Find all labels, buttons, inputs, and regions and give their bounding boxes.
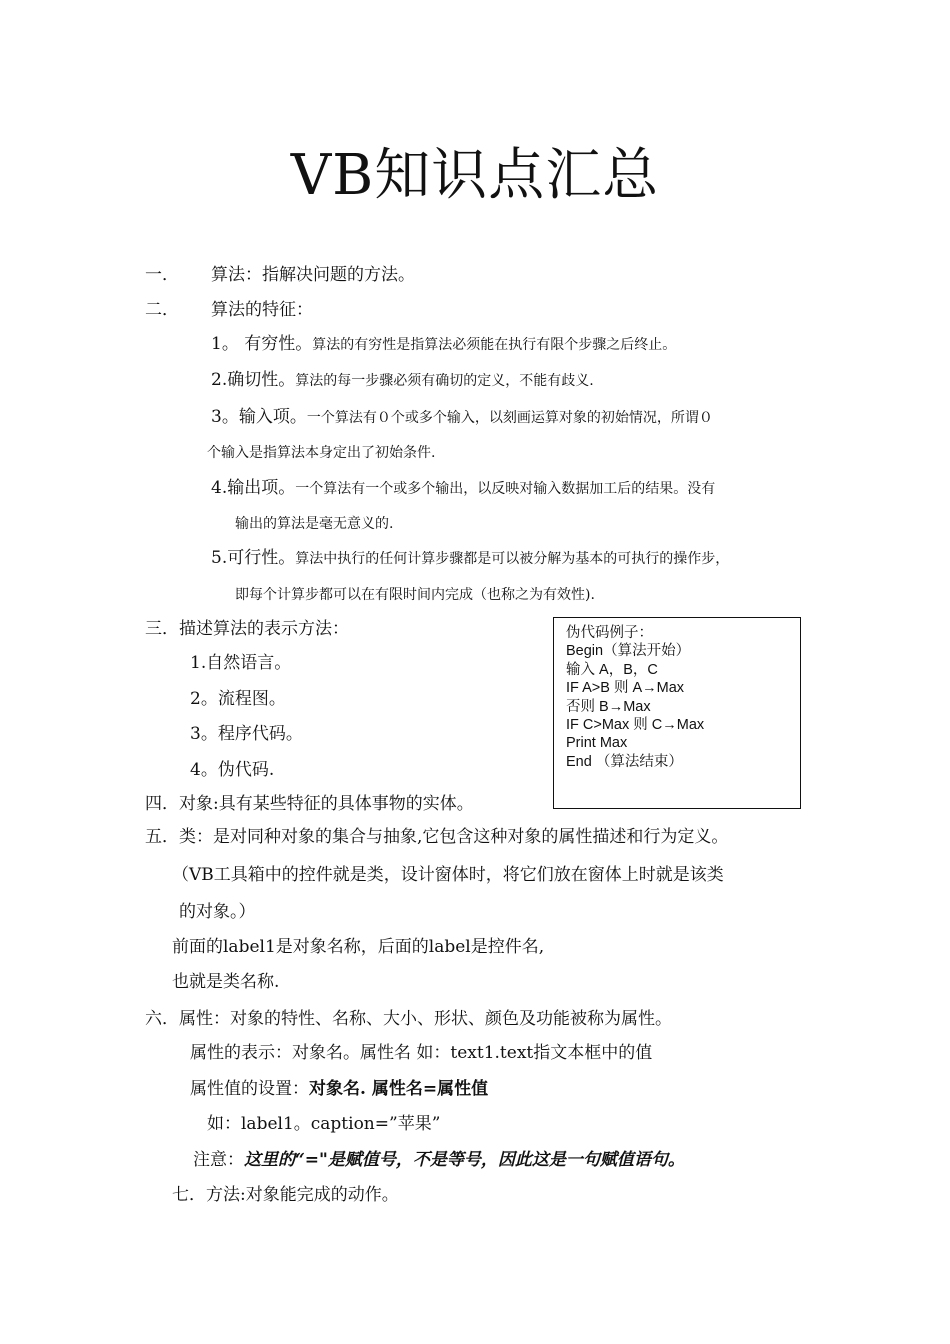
feature-desc-cont: 个输入是指算法本身定出了初始条件. — [207, 445, 436, 461]
paragraph: 的对象。） — [179, 902, 256, 922]
feature-desc: 一个算法有０个或多个输入，以刻画运算对象的初始情况，所谓０ — [306, 410, 713, 426]
pseudocode-line: IF C>Max 则 C→Max — [566, 717, 705, 734]
section-heading: 五．类：是对同种对象的集合与抽象,它包含这种对象的属性描述和行为定义。 — [145, 827, 729, 847]
feature-item — [211, 476, 715, 501]
feature-lead: 1。 有穷性。 — [211, 334, 313, 354]
feature-lead: 2.确切性。 — [211, 370, 296, 390]
feature-item — [211, 405, 713, 430]
list-item: 4。伪代码. — [190, 760, 275, 780]
list-item: 1.自然语言。 — [190, 653, 292, 673]
section-number: 二． — [145, 300, 179, 320]
pseudocode-line: Print Max — [566, 735, 628, 752]
pseudocode-line: IF A>B 则 A→Max — [566, 680, 685, 697]
section-text: 算法：指解决问题的方法。 — [211, 265, 415, 285]
note-lead: 注意： — [193, 1150, 244, 1170]
feature-item — [211, 368, 594, 393]
feature-item — [211, 546, 729, 571]
feature-desc: 算法的有穷性是指算法必须能在执行有限个步骤之后终止。 — [312, 337, 677, 353]
pseudocode-box — [553, 617, 801, 809]
pseudocode-line: 输入 A，B，C — [566, 661, 658, 678]
pseudocode-line: 伪代码例子： — [566, 625, 653, 641]
section-heading: 七．方法:对象能完成的动作。 — [172, 1185, 399, 1205]
paragraph: 如：label1。caption=”苹果” — [207, 1114, 441, 1134]
feature-lead: 4.输出项。 — [211, 478, 296, 498]
feature-desc: 算法的每一步骤必须有确切的定义，不能有歧义. — [295, 373, 594, 389]
page-title: VB知识点汇总 — [290, 143, 660, 208]
feature-lead: 3。输入项。 — [211, 407, 307, 427]
section-heading: 三．描述算法的表示方法： — [145, 619, 349, 639]
section-number: 一． — [145, 265, 179, 285]
paragraph: 前面的label1是对象名称，后面的label是控件名, — [172, 937, 545, 957]
feature-lead: 5.可行性。 — [211, 548, 296, 568]
note — [193, 1148, 685, 1172]
feature-desc: 算法中执行的任何计算步骤都是可以被分解为基本的可执行的操作步， — [295, 551, 730, 567]
pseudocode-line: End （算法结束） — [566, 753, 683, 770]
pseudocode-line: Begin（算法开始） — [566, 643, 691, 660]
feature-desc-cont: 即每个计算步都可以在有限时间内完成（也称之为有效性). — [235, 587, 595, 603]
feature-desc-cont: 输出的算法是毫无意义的. — [235, 516, 394, 532]
paragraph: 也就是类名称. — [172, 972, 280, 992]
note-emphasis: 这里的“="是赋值号，不是等号，因此这是一句赋值语句。 — [244, 1150, 685, 1170]
paragraph — [190, 1077, 488, 1101]
list-item: 3。程序代码。 — [190, 724, 303, 744]
section-text: 算法的特征： — [211, 300, 313, 320]
feature-desc: 一个算法有一个或多个输出，以反映对输入数据加工后的结果。没有 — [295, 481, 716, 497]
section-heading: 六．属性：对象的特性、名称、大小、形状、颜色及功能被称为属性。 — [145, 1009, 672, 1029]
bold-text: 对象名. 属性名=属性值 — [309, 1079, 489, 1099]
paragraph: （VB工具箱中的控件就是类，设计窗体时，将它们放在窗体上时就是该类 — [172, 865, 724, 885]
pseudocode-line: 否则 B→Max — [566, 698, 651, 715]
section-heading: 四．对象:具有某些特征的具体事物的实体。 — [145, 794, 474, 814]
feature-item — [211, 332, 676, 357]
paragraph-lead: 属性值的设置： — [190, 1079, 309, 1099]
list-item: 2。流程图。 — [190, 689, 286, 709]
paragraph: 属性的表示：对象名。属性名 如：text1.text指文本框中的值 — [190, 1043, 653, 1063]
